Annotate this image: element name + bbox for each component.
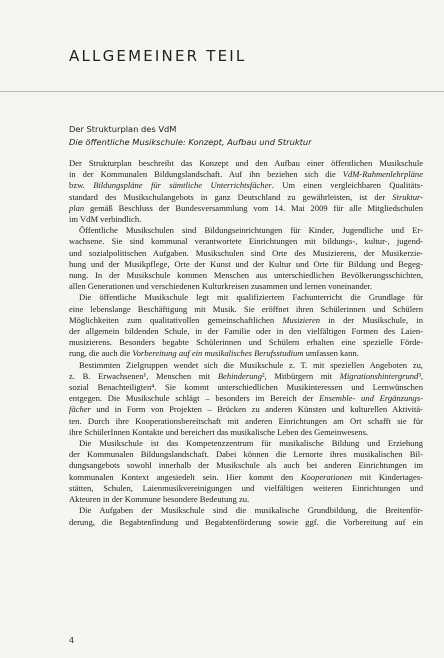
paragraph	[69, 505, 423, 527]
section-title: Der Strukturplan des VdM	[69, 124, 177, 134]
heading-rule	[0, 91, 444, 92]
body-text	[69, 158, 423, 528]
text-line: ten. Durch ihre Kooperationsbereitschaft mit anderen Einrichtungen am Ort schafft sie für	[69, 415, 423, 426]
emphasis: Kooperationen	[300, 471, 353, 482]
emphasis: Behinderung	[217, 370, 262, 381]
text-line: Die öffentliche Musikschule legt mit qualifiziertem Fachunterricht die Grundlage für	[79, 292, 423, 303]
text-line: Der Strukturplan beschreibt das Konzept und den Aufbau einer öffentlichen Musikschule	[69, 158, 423, 168]
emphasis: Bildungspläne für sämtliche Unterrichtsfächer	[93, 180, 272, 191]
emphasis: Musizieren	[282, 314, 321, 325]
text-line: kommunalen Kontext angesiedelt sein. Hier kommt den Kooperationen mit Kindertages-	[69, 471, 423, 482]
emphasis: Struktur-	[392, 191, 423, 202]
text-line: allen Generationen und verschiedenen Kulturkreisen zusammen und lernen voneinander.	[69, 281, 373, 292]
paragraph	[69, 360, 423, 438]
emphasis: VdM-Rahmenlehrpläne	[342, 169, 423, 180]
text-line: nung. In der Musikschule kommen Menschen aus unterschiedlichen Bevölkerungsschichten,	[69, 270, 423, 281]
section-subtitle: Die öffentliche Musikschule: Konzept, Aufbau und Struktur	[69, 137, 312, 147]
text-line: im VdM verbindlich.	[69, 214, 142, 225]
text-line: rung, die auch die Vorbereitung auf ein musikalisches Berufsstudium umfassen kann.	[69, 348, 359, 359]
text-line: in der Kommunalen Bildungslandschaft. Auf ihn beziehen sich die VdM-Rahmenlehrpläne	[69, 169, 423, 180]
paragraph	[69, 292, 423, 359]
emphasis: Vorbereitung auf ein musikalisches Berufsstudium	[132, 348, 304, 359]
text-line: derung, die Begabtenfindung und Begabtenförderung sowie ggf. die Vorbereitung auf ein	[69, 516, 423, 527]
emphasis: fächer	[69, 404, 91, 415]
text-line: Bestimmten Zielgruppen wendet sich die Musikschule z. T. mit speziellen Angeboten zu,	[79, 359, 423, 370]
text-line: wachsene. Sie sind kommunal verantwortete Einrichtungen mit bildungs-, kultur-, jugend-	[69, 236, 423, 247]
text-line: hung und der Musikpflege, Orte der Kunst und der Kultur und Orte für Bildung und Begeg-	[69, 258, 423, 269]
text-line: stätten, Schulen, Laienmusikvereinigungen und vielfältigen weiteren Einrichtungen und	[69, 482, 423, 493]
text-line: musizierens. Besonders begabte Schülerinnen und Schülern erhalten eine spezielle Förde-	[69, 337, 423, 348]
text-line: entgegen. Die Musikschule schlägt – besonders im Bereich der Ensemble- und Ergänzungs-	[69, 393, 423, 404]
paragraph	[69, 438, 423, 505]
text-line: Akteuren in der Kommune besondere Bedeutung zu.	[69, 494, 250, 505]
paragraph	[69, 158, 423, 225]
emphasis: Ensemble- und Ergänzungs-	[319, 393, 423, 404]
text-line: sozial Benachteiligten⁴. Sie kommt unterschiedlichen Musikinteressen und Lernwünschen	[69, 382, 423, 393]
text-line: ihre SchülerInnen Kontakte und bereichert das musikalische Leben des Gemeinwesens.	[69, 426, 369, 437]
text-line: fächer und in Form von Projekten – Brücken zu anderen Künsten und kulturellen Aktivitä-	[69, 404, 423, 415]
chapter-heading: ALLGEMEINER TEIL	[69, 47, 247, 65]
page-number: 4	[69, 636, 75, 645]
text-line: dungsangebots sowohl innerhalb der Musikschule als auch bei anderen Einrichtungen im	[69, 460, 423, 471]
emphasis: Migrationshintergrund	[339, 370, 419, 381]
text-line: Die Aufgaben der Musikschule sind die musikalische Grundbildung, die Breitenför-	[79, 505, 423, 516]
text-line: der allgemein bildenden Schule, in der Familie oder in den vielfältigen Formen des Laien-	[69, 326, 423, 337]
text-line: Öffentliche Musikschulen sind Bildungseinrichtungen für Kinder, Jugendliche und Er-	[79, 225, 423, 236]
paragraph	[69, 225, 423, 292]
text-line: Möglichkeiten zum qualitativollen gemeinschaftlichen Musizieren in der Musikschule, in	[69, 314, 423, 325]
text-line: Die Musikschule ist das Kompetenzzentrum für musikalische Bildung und Erziehung	[79, 438, 423, 449]
text-line: standard des Musikschulangebots in ganz Deutschland zu gewährleisten, ist der Struktur-	[69, 191, 423, 202]
text-line: plan gemäß Beschluss der Bundesversammlung vom 14. Mai 2009 für alle Mitgliedschulen	[69, 202, 423, 213]
text-line: und sozialpolitischen Aufgaben. Musikschulen sind Orte des Musizierens, der Musikerzie-	[69, 247, 423, 258]
text-line: der Kommunalen Bildungslandschaft. Dabei können die Lernorte ihres musikalischen Bil-	[69, 449, 423, 460]
text-line: bzw. Bildungspläne für sämtliche Unterrichtsfächer. Um einen vergleichbaren Qualitäts-	[69, 180, 423, 191]
text-line: eine lebenslange Beschäftigung mit Musik. Sie eröffnet ihren Schülerinnen und Schülern	[69, 303, 423, 314]
emphasis: plan	[69, 202, 85, 213]
text-line: z. B. Erwachsenen¹, Menschen mit Behinderung², Mitbürgern mit Migrationshintergrund³,	[69, 370, 424, 381]
